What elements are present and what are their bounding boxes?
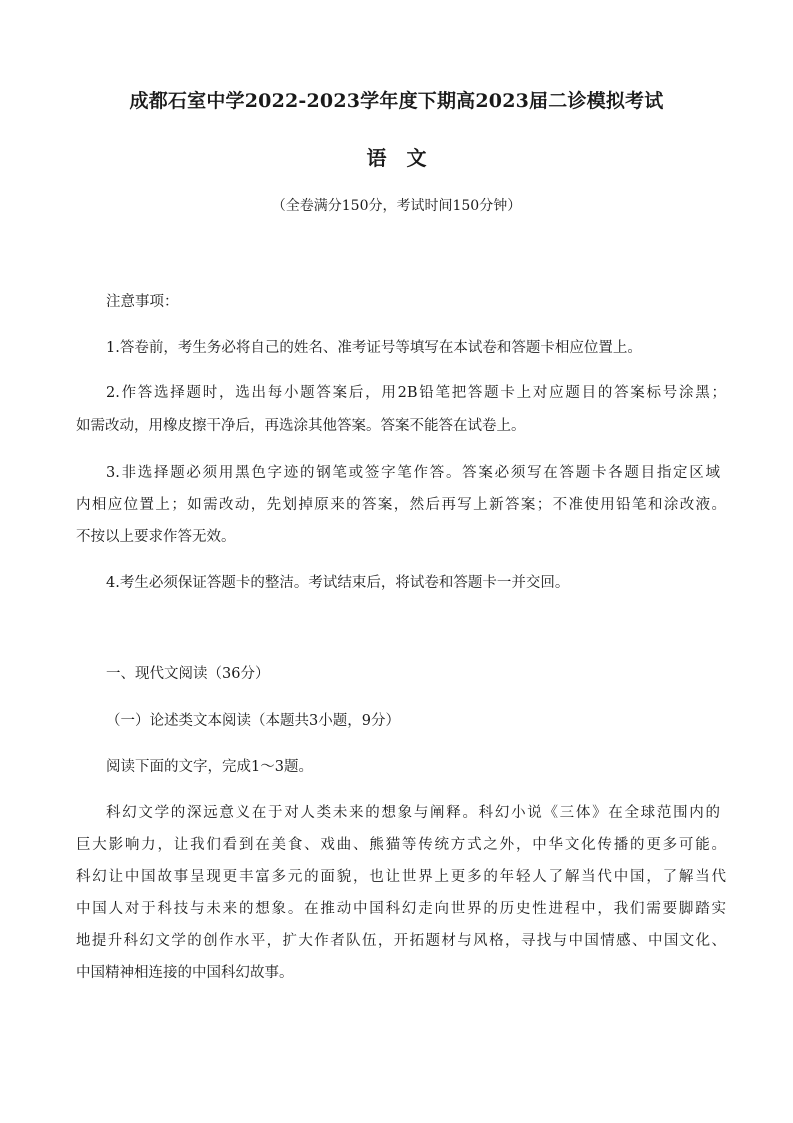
section-1-sub-heading: （一）论述类文本阅读（本题共3小题，9分） — [106, 713, 400, 729]
notice-item-2-line-2: 如需改动，用橡皮擦干净后，再选涂其他答案。答案不能答在试卷上。 — [76, 418, 526, 434]
paragraph-line: 巨大影响力，让我们看到在美食、戏曲、熊猫等传统方式之外，中华文化传播的更多可能。 — [76, 837, 726, 853]
notice-item-4: 4.考生必须保证答题卡的整洁。考试结束后，将试卷和答题卡一并交回。 — [106, 575, 570, 591]
notice-item-3-line-1: 3.非选择题必须用黑色字迹的钢笔或签字笔作答。答案必须写在答题卡各题目指定区域 — [106, 465, 720, 481]
notice-item-2-line-1: 2.作答选择题时，选出每小题答案后，用2B铅笔把答题卡上对应题目的答案标号涂黑； — [106, 385, 726, 401]
paragraph-line: 中国人对于科技与未来的想象。在推动中国科幻走向世界的历史性进程中，我们需要脚踏实 — [76, 901, 726, 917]
notice-item-1: 1.答卷前，考生务必将自己的姓名、准考证号等填写在本试卷和答题卡相应位置上。 — [106, 340, 642, 356]
section-1-heading: 一、现代文阅读（36分） — [106, 666, 270, 682]
notice-item-3-line-2: 内相应位置上；如需改动，先划掉原来的答案，然后再写上新答案；不准使用铅笔和涂改液。 — [76, 497, 726, 513]
exam-info: （全卷满分150分，考试时间150分钟） — [271, 198, 522, 214]
subject-title: 语文 — [366, 146, 447, 170]
notice-heading: 注意事项： — [106, 294, 179, 310]
reading-instruction: 阅读下面的文字，完成1～3题。 — [106, 759, 313, 775]
paragraph-line: 科幻让中国故事呈现更丰富多元的面貌，也让世界上更多的年轻人了解当代中国，了解当代 — [76, 869, 726, 885]
paragraph-line: 中国精神相连接的中国科幻故事。 — [76, 965, 294, 981]
notice-item-3-line-3: 不按以上要求作答无效。 — [76, 529, 236, 545]
paragraph-line: 地提升科幻文学的创作水平，扩大作者队伍，开拓题材与风格，寻找与中国情感、中国文化、 — [76, 933, 726, 949]
paragraph-line: 科幻文学的深远意义在于对人类未来的想象与阐释。科幻小说《三体》在全球范围内的 — [106, 805, 720, 821]
exam-title: 成都石室中学2022-2023学年度下期高2023届二诊模拟考试 — [129, 90, 664, 112]
